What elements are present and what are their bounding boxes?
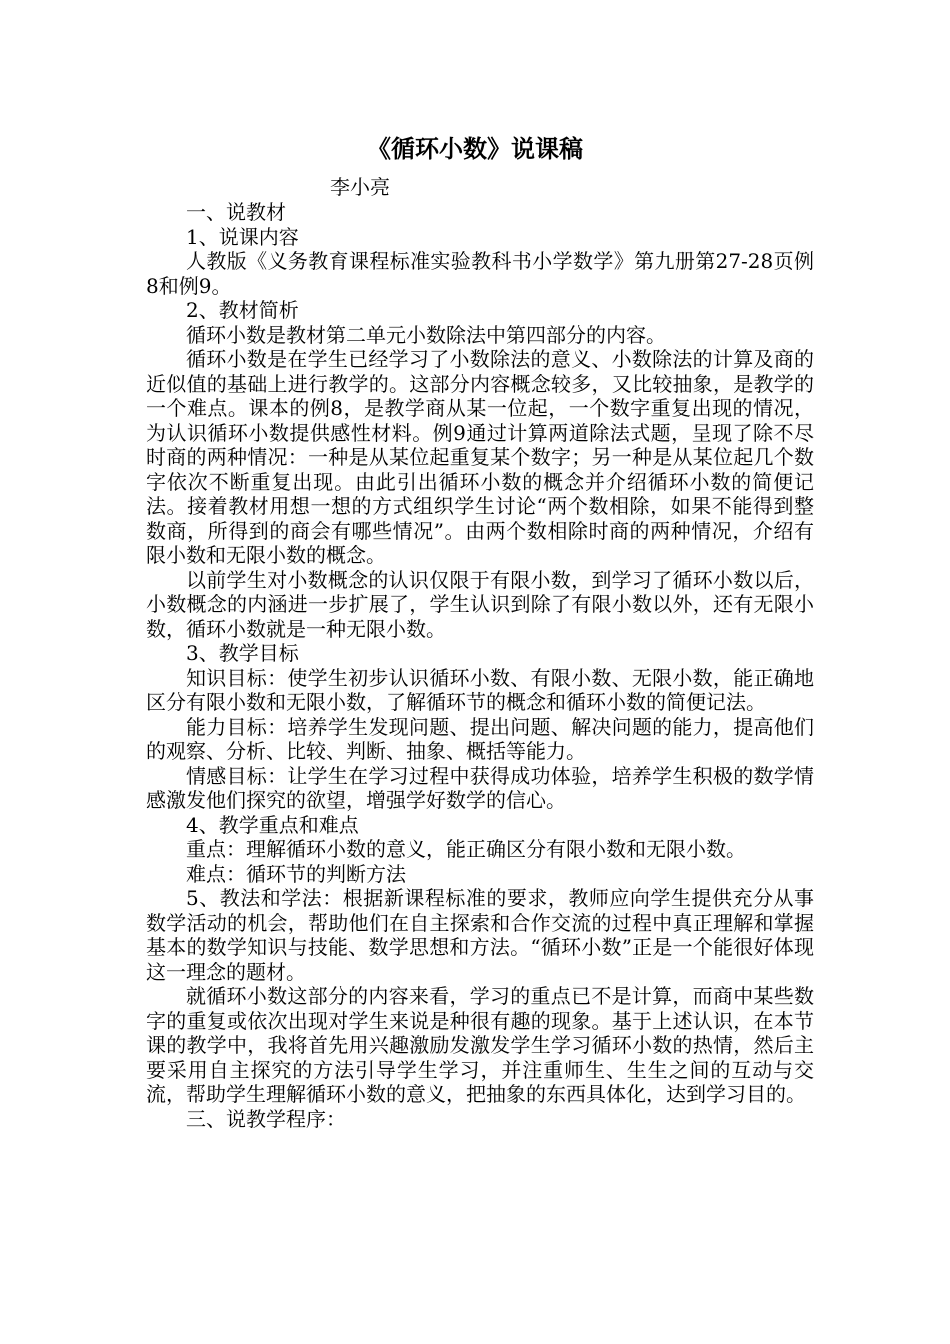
paragraph: 2、教材简析 [186,298,299,322]
paragraph: 三、说教学程序： [186,1106,346,1131]
paragraph: 4、教学重点和难点 [186,812,359,837]
paragraph: 难点：循环节的判断方法 [186,861,406,886]
paragraph: 循环小数是在学生已经学习了小数除法的意义、小数除法的计算及商的近似值的基础上进行教学的。这部分内容概念较多，又比较抽象，是教学的一个难点。课本的例8，是教学商从某一位起，一个数字重复出现的情况，为认识循环小数提供感性材料。例9通过计算两道除法式题，呈现了除不尽时商的两种情况：一种是从某位起重复某个数字；另一种是从某位起几个数字依次不断重复出现。由此引出循环小数的概念并介绍循环小数的简便记法。接着教材用想一想的方式组织学生讨论“两个数相除，如果不能得到整数商，所得到的商会有哪些情况”。由两个数相除时商的两种情况，介绍有限小数和无限小数的概念。 [146,347,814,567]
paragraph: 1、说课内容 [186,224,299,249]
paragraph: 以前学生对小数概念的认识仅限于有限小数，到学习了循环小数以后，小数概念的内涵进一步扩展了，学生认识到除了有限小数以外，还有无限小数，循环小数就是一种无限小数。 [146,567,814,641]
author-name: 李小亮 [330,175,390,199]
document-body [146,200,814,1131]
paragraph: 循环小数是教材第二单元小数除法中第四部分的内容。 [186,322,666,347]
paragraph: 人教版《义务教育课程标准实验教科书小学数学》第九册第27-28页例8和例9。 [146,249,814,298]
paragraph: 3、教学目标 [186,641,299,665]
paragraph: 情感目标：让学生在学习过程中获得成功体验，培养学生积极的数学情感激发他们探究的欲望，增强学好数学的信心。 [146,763,814,812]
document-title: 《循环小数》说课稿 [367,135,583,163]
paragraph: 一、说教材 [186,200,286,224]
paragraph: 重点：理解循环小数的意义，能正确区分有限小数和无限小数。 [186,837,746,861]
paragraph: 就循环小数这部分的内容来看，学习的重点已不是计算，而商中某些数字的重复或依次出现对学生来说是种很有趣的现象。基于上述认识，在本节课的教学中，我将首先用兴趣激励发激发学生学习循环小数的热情，然后主要采用自主探究的方法引导学生学习，并注重师生、生生之间的互动与交流，帮助学生理解循环小数的意义，把抽象的东西具体化，达到学习目的。 [146,984,814,1106]
paragraph: 5、教法和学法：根据新课程标准的要求，教师应向学生提供充分从事数学活动的机会，帮助他们在自主探索和合作交流的过程中真正理解和掌握基本的数学知识与技能、数学思想和方法。“循环小数”正是一个能很好体现这一理念的题材。 [146,886,814,984]
paragraph: 知识目标：使学生初步认识循环小数、有限小数、无限小数，能正确地区分有限小数和无限小数，了解循环节的概念和循环小数的简便记法。 [146,665,814,714]
paragraph: 能力目标：培养学生发现问题、提出问题、解决问题的能力，提高他们的观察、分析、比较、判断、抽象、概括等能力。 [146,714,814,763]
